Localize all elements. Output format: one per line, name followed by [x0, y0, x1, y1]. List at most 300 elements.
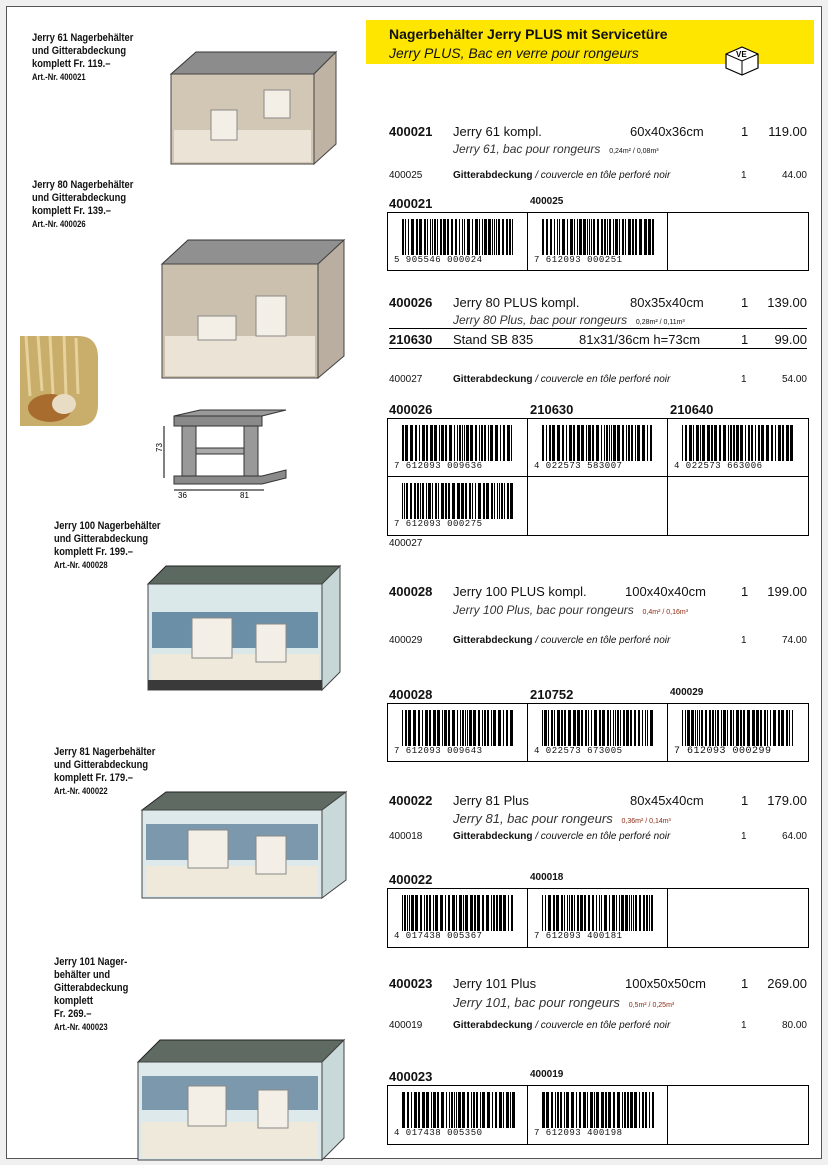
- barcode-bar: [490, 425, 493, 461]
- cover-price: 54.00: [781, 374, 807, 385]
- barcode-label: 210752: [530, 687, 574, 702]
- barcode-bar: [503, 425, 505, 461]
- barcode-bar: [487, 710, 489, 746]
- barcode-bar: [569, 895, 570, 931]
- barcode-cell: [388, 419, 528, 477]
- barcode-bar: [413, 710, 416, 746]
- barcode-bar: [747, 710, 750, 746]
- barcode-bar: [639, 895, 641, 931]
- stand-dim-height: 73: [155, 443, 164, 452]
- barcode-bar: [404, 483, 405, 519]
- barcode-bar: [700, 425, 701, 461]
- barcode-bar: [682, 425, 683, 461]
- barcode-bar: [599, 710, 601, 746]
- barcode-bar: [761, 425, 764, 461]
- barcode-bar: [506, 1092, 509, 1128]
- barcode-bar: [456, 1092, 457, 1128]
- barcode-bar: [434, 425, 437, 461]
- barcode-bar: [645, 1092, 647, 1128]
- barcode-bar: [756, 710, 759, 746]
- barcode-bar: [509, 219, 511, 255]
- barcode-bar: [457, 483, 460, 519]
- barcode-bar: [465, 710, 466, 746]
- barcode-bar: [645, 710, 646, 746]
- barcode-bar: [648, 219, 651, 255]
- barcode-bar: [460, 710, 461, 746]
- barcode-bar: [457, 710, 458, 746]
- barcode-bar: [504, 483, 505, 519]
- barcode-bar: [542, 1092, 545, 1128]
- cover-price: 80.00: [781, 1020, 807, 1031]
- barcode-grid: [387, 888, 809, 948]
- barcode-bar: [635, 425, 636, 461]
- barcode-bar: [555, 1092, 556, 1128]
- tank-image-jerry61: [166, 46, 341, 176]
- barcode-bar: [592, 895, 594, 931]
- barcode-number: 7 612093 009643: [394, 746, 483, 756]
- barcode-bar: [467, 219, 470, 255]
- barcode-bar: [642, 1092, 644, 1128]
- barcode-bar: [435, 483, 437, 519]
- barcode-cell: [388, 889, 528, 947]
- barcode-bar: [613, 219, 614, 255]
- barcode-bar: [499, 1092, 502, 1128]
- barcode-bar: [591, 710, 592, 746]
- guinea-pig-photo: [20, 336, 98, 431]
- barcode-bar: [628, 425, 630, 461]
- barcode-bar: [551, 1092, 553, 1128]
- barcode-bar: [574, 219, 575, 255]
- barcode-bar: [635, 895, 637, 931]
- barcode-bar: [422, 483, 424, 519]
- cover-label: Gitterabdeckung: [453, 635, 533, 646]
- barcode-bar: [612, 895, 615, 931]
- barcode-bar: [601, 425, 602, 461]
- caption-jerry101: Jerry 101 Nager- behälter und Gitterabdeckung komplett Fr. 269.– Art.-Nr. 400023: [54, 956, 129, 1032]
- cover-code: 400027: [389, 374, 423, 385]
- barcode-bar: [579, 1092, 581, 1128]
- barcode-number: 4 017438 005367: [394, 931, 483, 941]
- barcode-bar: [422, 425, 425, 461]
- product-size: 80x45x40cm: [630, 793, 704, 808]
- barcode-bar: [402, 425, 404, 461]
- barcode-bar: [408, 710, 411, 746]
- product-size: 100x50x50cm: [625, 976, 706, 991]
- barcode-bar: [491, 895, 492, 931]
- barcode-bar: [546, 1092, 549, 1128]
- barcode-bar: [546, 425, 547, 461]
- barcode-bar: [792, 710, 793, 746]
- product-sub: [453, 313, 685, 327]
- barcode-bar: [590, 1092, 593, 1128]
- barcode-bar: [587, 1092, 588, 1128]
- product-measure: 0,24m² / 0,08m³: [609, 148, 659, 155]
- barcode-bar: [473, 710, 476, 746]
- barcode-bar: [411, 1092, 412, 1128]
- barcode-bar: [494, 483, 495, 519]
- barcode-bars: [402, 219, 516, 255]
- barcode-bar: [470, 425, 473, 461]
- barcode-bar: [571, 1092, 574, 1128]
- barcode-cell: [528, 1086, 668, 1144]
- barcode-bar: [507, 483, 509, 519]
- barcode-bar: [492, 219, 493, 255]
- barcode-bar: [561, 710, 563, 746]
- barcode-bar: [560, 1092, 562, 1128]
- stand-size: 81x31/36cm h=73cm: [579, 332, 701, 347]
- barcode-bar: [617, 1092, 620, 1128]
- barcode-grid: [387, 703, 809, 762]
- cover-code: 400025: [389, 170, 423, 181]
- cover-price: 64.00: [781, 831, 807, 842]
- barcode-bar: [733, 710, 734, 746]
- barcode-bar: [542, 219, 544, 255]
- barcode-bar: [420, 483, 421, 519]
- barcode-bar: [443, 219, 446, 255]
- barcode-bar: [448, 895, 450, 931]
- barcode-bar: [554, 710, 555, 746]
- barcode-bar: [608, 1092, 611, 1128]
- barcode-bar: [581, 710, 583, 746]
- product-sub-fr: Jerry 80 Plus, bac pour rongeurs: [453, 313, 628, 327]
- barcode-bars: [682, 710, 796, 746]
- barcode-bar: [561, 895, 563, 931]
- barcode-bar: [465, 483, 467, 519]
- barcode-bar: [506, 710, 508, 746]
- barcode-bar: [557, 219, 558, 255]
- barcode-bar: [693, 425, 694, 461]
- barcode-bar: [475, 425, 477, 461]
- barcode-bar: [469, 483, 471, 519]
- barcode-bar: [454, 425, 455, 461]
- barcode-bar: [426, 483, 427, 519]
- barcode-bar: [426, 425, 428, 461]
- barcode-bar: [699, 710, 700, 746]
- barcode-bar: [633, 895, 634, 931]
- barcode-bar: [781, 710, 784, 746]
- barcode-label: 400018: [530, 872, 564, 883]
- barcode-bar: [755, 425, 756, 461]
- product-sub: [453, 811, 671, 826]
- barcode-bar: [494, 219, 495, 255]
- barcode-bar: [651, 895, 653, 931]
- barcode-bar: [451, 1092, 453, 1128]
- product-code: 400021: [389, 124, 433, 139]
- barcode-number: 4 022573 583007: [534, 461, 623, 471]
- barcode-bar: [583, 219, 586, 255]
- barcode-bar: [593, 219, 595, 255]
- barcode-bar: [491, 483, 493, 519]
- barcode-bars: [542, 219, 656, 255]
- barcode-bar: [454, 1092, 455, 1128]
- barcode-bar: [727, 710, 728, 746]
- barcode-bar: [562, 219, 565, 255]
- barcode-bar: [712, 710, 714, 746]
- barcode-bar: [695, 710, 696, 746]
- barcode-bar: [786, 425, 789, 461]
- barcode-bar: [643, 895, 645, 931]
- barcode-bar: [571, 895, 573, 931]
- barcode-bar: [577, 895, 579, 931]
- barcode-bar: [438, 483, 439, 519]
- barcode-bar: [406, 483, 408, 519]
- product-qty: 1: [741, 793, 749, 808]
- barcode-bar: [469, 710, 472, 746]
- barcode-bar: [470, 895, 473, 931]
- barcode-bar: [439, 425, 440, 461]
- barcode-bar: [596, 1092, 599, 1128]
- barcode-bar: [711, 425, 713, 461]
- barcode-bar: [573, 425, 575, 461]
- barcode-grid: [387, 1085, 809, 1145]
- product-sub-fr: Jerry 101, bac pour rongeurs: [453, 995, 620, 1010]
- barcode-bar: [433, 1092, 436, 1128]
- barcode-bar: [493, 710, 496, 746]
- barcode-label: 400023: [389, 1069, 433, 1084]
- barcode-bar: [736, 710, 739, 746]
- barcode-bar: [551, 710, 553, 746]
- barcode-bar: [445, 483, 447, 519]
- barcode-label: 400021: [389, 196, 433, 211]
- barcode-bar: [496, 895, 498, 931]
- product-measure: 0,5m² / 0,25m³: [628, 1002, 675, 1009]
- barcode-bar: [407, 1092, 409, 1128]
- cover-code: 400029: [389, 635, 423, 646]
- barcode-bar: [760, 710, 762, 746]
- barcode-bar: [417, 483, 419, 519]
- barcode-bar: [410, 483, 412, 519]
- barcode-bar: [482, 710, 483, 746]
- cover-qty: 1: [741, 1020, 747, 1031]
- barcode-number: 7 612093 000251: [534, 255, 623, 265]
- product-code: 400026: [389, 295, 433, 310]
- barcode-bar: [511, 895, 513, 931]
- row-divider: [389, 328, 807, 329]
- barcode-bar: [574, 895, 575, 931]
- barcode-bar: [613, 1092, 615, 1128]
- barcode-bar: [705, 710, 707, 746]
- barcode-bar: [650, 425, 652, 461]
- barcode-bar: [697, 710, 698, 746]
- cover-label: Gitterabdeckung: [453, 831, 533, 842]
- barcode-bar: [564, 1092, 565, 1128]
- barcode-bar: [723, 710, 726, 746]
- barcode-bar: [599, 895, 600, 931]
- barcode-bar: [617, 425, 620, 461]
- product-sub: [453, 995, 674, 1010]
- barcode-bar: [433, 895, 434, 931]
- barcode-bar: [458, 1092, 461, 1128]
- barcode-bar: [420, 895, 422, 931]
- barcode-bar: [736, 425, 739, 461]
- barcode-bar: [587, 219, 588, 255]
- barcode-bar: [758, 425, 760, 461]
- barcode-bar: [474, 895, 476, 931]
- barcode-bar: [619, 219, 620, 255]
- product-sub-fr: Jerry 81, bac pour rongeurs: [453, 811, 613, 826]
- barcode-bar: [452, 895, 455, 931]
- barcode-bar: [743, 710, 745, 746]
- barcode-bar: [542, 425, 544, 461]
- barcode-bar: [452, 483, 455, 519]
- barcode-bar: [542, 710, 543, 746]
- barcode-bar: [475, 219, 478, 255]
- barcode-bar: [748, 425, 750, 461]
- barcode-bar: [770, 710, 771, 746]
- barcode-bar: [429, 895, 431, 931]
- barcode-bar: [627, 1092, 629, 1128]
- barcode-bar: [649, 1092, 650, 1128]
- barcode-bar: [445, 895, 446, 931]
- barcode-bar: [497, 483, 498, 519]
- barcode-bar: [687, 710, 690, 746]
- barcode-bar: [714, 425, 717, 461]
- barcode-bar: [426, 1092, 429, 1128]
- barcode-cell: [528, 477, 668, 535]
- barcode-bar: [568, 710, 571, 746]
- barcode-bar: [631, 425, 633, 461]
- barcode-bar: [457, 425, 458, 461]
- barcode-bar: [459, 425, 461, 461]
- tank-image-jerry80: [158, 234, 348, 391]
- stand-price: 99.00: [774, 332, 807, 347]
- barcode-bar: [467, 1092, 469, 1128]
- barcode-bar: [719, 425, 721, 461]
- barcode-bar: [408, 219, 409, 255]
- barcode-bar: [622, 1092, 623, 1128]
- barcode-cell: [388, 213, 528, 270]
- barcode-bar: [557, 425, 560, 461]
- barcode-bars: [402, 895, 516, 931]
- barcode-bar: [482, 1092, 485, 1128]
- barcode-bars: [682, 425, 796, 461]
- barcode-bar: [682, 710, 683, 746]
- stand-dim-depth: 36: [178, 491, 187, 500]
- barcode-bar: [422, 710, 423, 746]
- barcode-bar: [426, 895, 428, 931]
- barcode-bar: [701, 710, 703, 746]
- product-code: 400022: [389, 793, 433, 808]
- barcode-bar: [546, 219, 548, 255]
- barcode-bar: [632, 219, 634, 255]
- product-measure: 0,4m² / 0,16m³: [642, 609, 689, 616]
- barcode-bar: [619, 895, 620, 931]
- barcode-bar: [702, 425, 705, 461]
- barcode-bar: [790, 425, 793, 461]
- barcode-bar: [476, 1092, 478, 1128]
- barcode-label: 400022: [389, 872, 433, 887]
- barcode-bar: [642, 710, 643, 746]
- barcode-bar: [652, 219, 654, 255]
- barcode-bar: [462, 1092, 465, 1128]
- barcode-bar: [471, 1092, 472, 1128]
- barcode-bar: [506, 219, 508, 255]
- barcode-bar: [771, 425, 773, 461]
- product-name: Jerry 100 PLUS kompl.: [453, 584, 587, 599]
- barcode-cell: [528, 213, 668, 270]
- barcode-bar: [550, 219, 552, 255]
- barcode-bar: [564, 710, 566, 746]
- cover-price: 74.00: [781, 635, 807, 646]
- barcode-bar: [609, 425, 610, 461]
- header-title: Nagerbehälter Jerry PLUS mit Servicetüre: [389, 26, 668, 42]
- barcode-bars: [542, 425, 656, 461]
- barcode-bar: [409, 895, 410, 931]
- barcode-bar: [604, 895, 607, 931]
- barcode-cell: [388, 477, 528, 535]
- barcode-footer-label: 400027: [389, 538, 423, 549]
- barcode-bar: [580, 895, 583, 931]
- barcode-bar: [428, 483, 431, 519]
- cover-fr: / couvercle en tôle perforé noir: [535, 1020, 671, 1031]
- product-price: 119.00: [768, 124, 807, 139]
- barcode-bar: [465, 895, 468, 931]
- barcode-bar: [588, 710, 589, 746]
- cover-label: Gitterabdeckung: [453, 374, 533, 385]
- barcode-bar: [606, 425, 608, 461]
- barcode-number: 7 612093 009636: [394, 461, 483, 471]
- stand-drawing: [154, 408, 294, 505]
- barcode-bar: [486, 895, 489, 931]
- barcode-bar: [498, 219, 500, 255]
- barcode-bar: [685, 425, 687, 461]
- barcode-cell: [668, 704, 808, 761]
- barcode-bar: [437, 219, 438, 255]
- barcode-bar: [573, 710, 576, 746]
- barcode-bar: [566, 1092, 569, 1128]
- barcode-bar: [487, 1092, 490, 1128]
- barcode-number: 4 017438 005350: [394, 1128, 483, 1138]
- barcode-bar: [464, 425, 465, 461]
- barcode-bar: [545, 895, 546, 931]
- barcode-bar: [512, 219, 513, 255]
- barcode-bar: [552, 425, 555, 461]
- barcode-bar: [402, 895, 403, 931]
- barcode-bar: [427, 219, 428, 255]
- stand-name: Stand SB 835: [453, 332, 534, 347]
- cover-fr: / couvercle en tôle perforé noir: [535, 170, 671, 181]
- tank-image-jerry100: [144, 562, 344, 702]
- barcode-bar: [617, 710, 619, 746]
- barcode-bar: [502, 219, 504, 255]
- barcode-bar: [782, 425, 784, 461]
- barcode-bar: [430, 425, 433, 461]
- barcode-bar: [503, 710, 504, 746]
- caption-jerry61: Jerry 61 Nagerbehälter und Gitterabdeckung komplett Fr. 119.– Art.-Nr. 400021: [32, 32, 134, 82]
- barcode-bar: [566, 425, 567, 461]
- barcode-bar: [461, 483, 464, 519]
- barcode-bar: [609, 219, 611, 255]
- product-sub-fr: Jerry 61, bac pour rongeurs: [453, 142, 601, 156]
- barcode-bar: [604, 219, 606, 255]
- barcode-bar: [441, 483, 444, 519]
- barcode-bars: [402, 1092, 516, 1128]
- cover-label: Gitterabdeckung: [453, 1020, 533, 1031]
- barcode-bar: [553, 895, 555, 931]
- barcode-bar: [576, 1092, 577, 1128]
- barcode-bar: [607, 710, 609, 746]
- barcode-bar: [425, 710, 428, 746]
- product-code: 400023: [389, 976, 433, 991]
- barcode-bar: [452, 710, 455, 746]
- barcode-bar: [596, 425, 599, 461]
- barcode-bar: [473, 1092, 475, 1128]
- cover-qty: 1: [741, 374, 747, 385]
- barcode-bar: [472, 219, 473, 255]
- cover-code: 400018: [389, 831, 423, 842]
- barcode-bar: [740, 425, 743, 461]
- barcode-bar: [492, 1092, 493, 1128]
